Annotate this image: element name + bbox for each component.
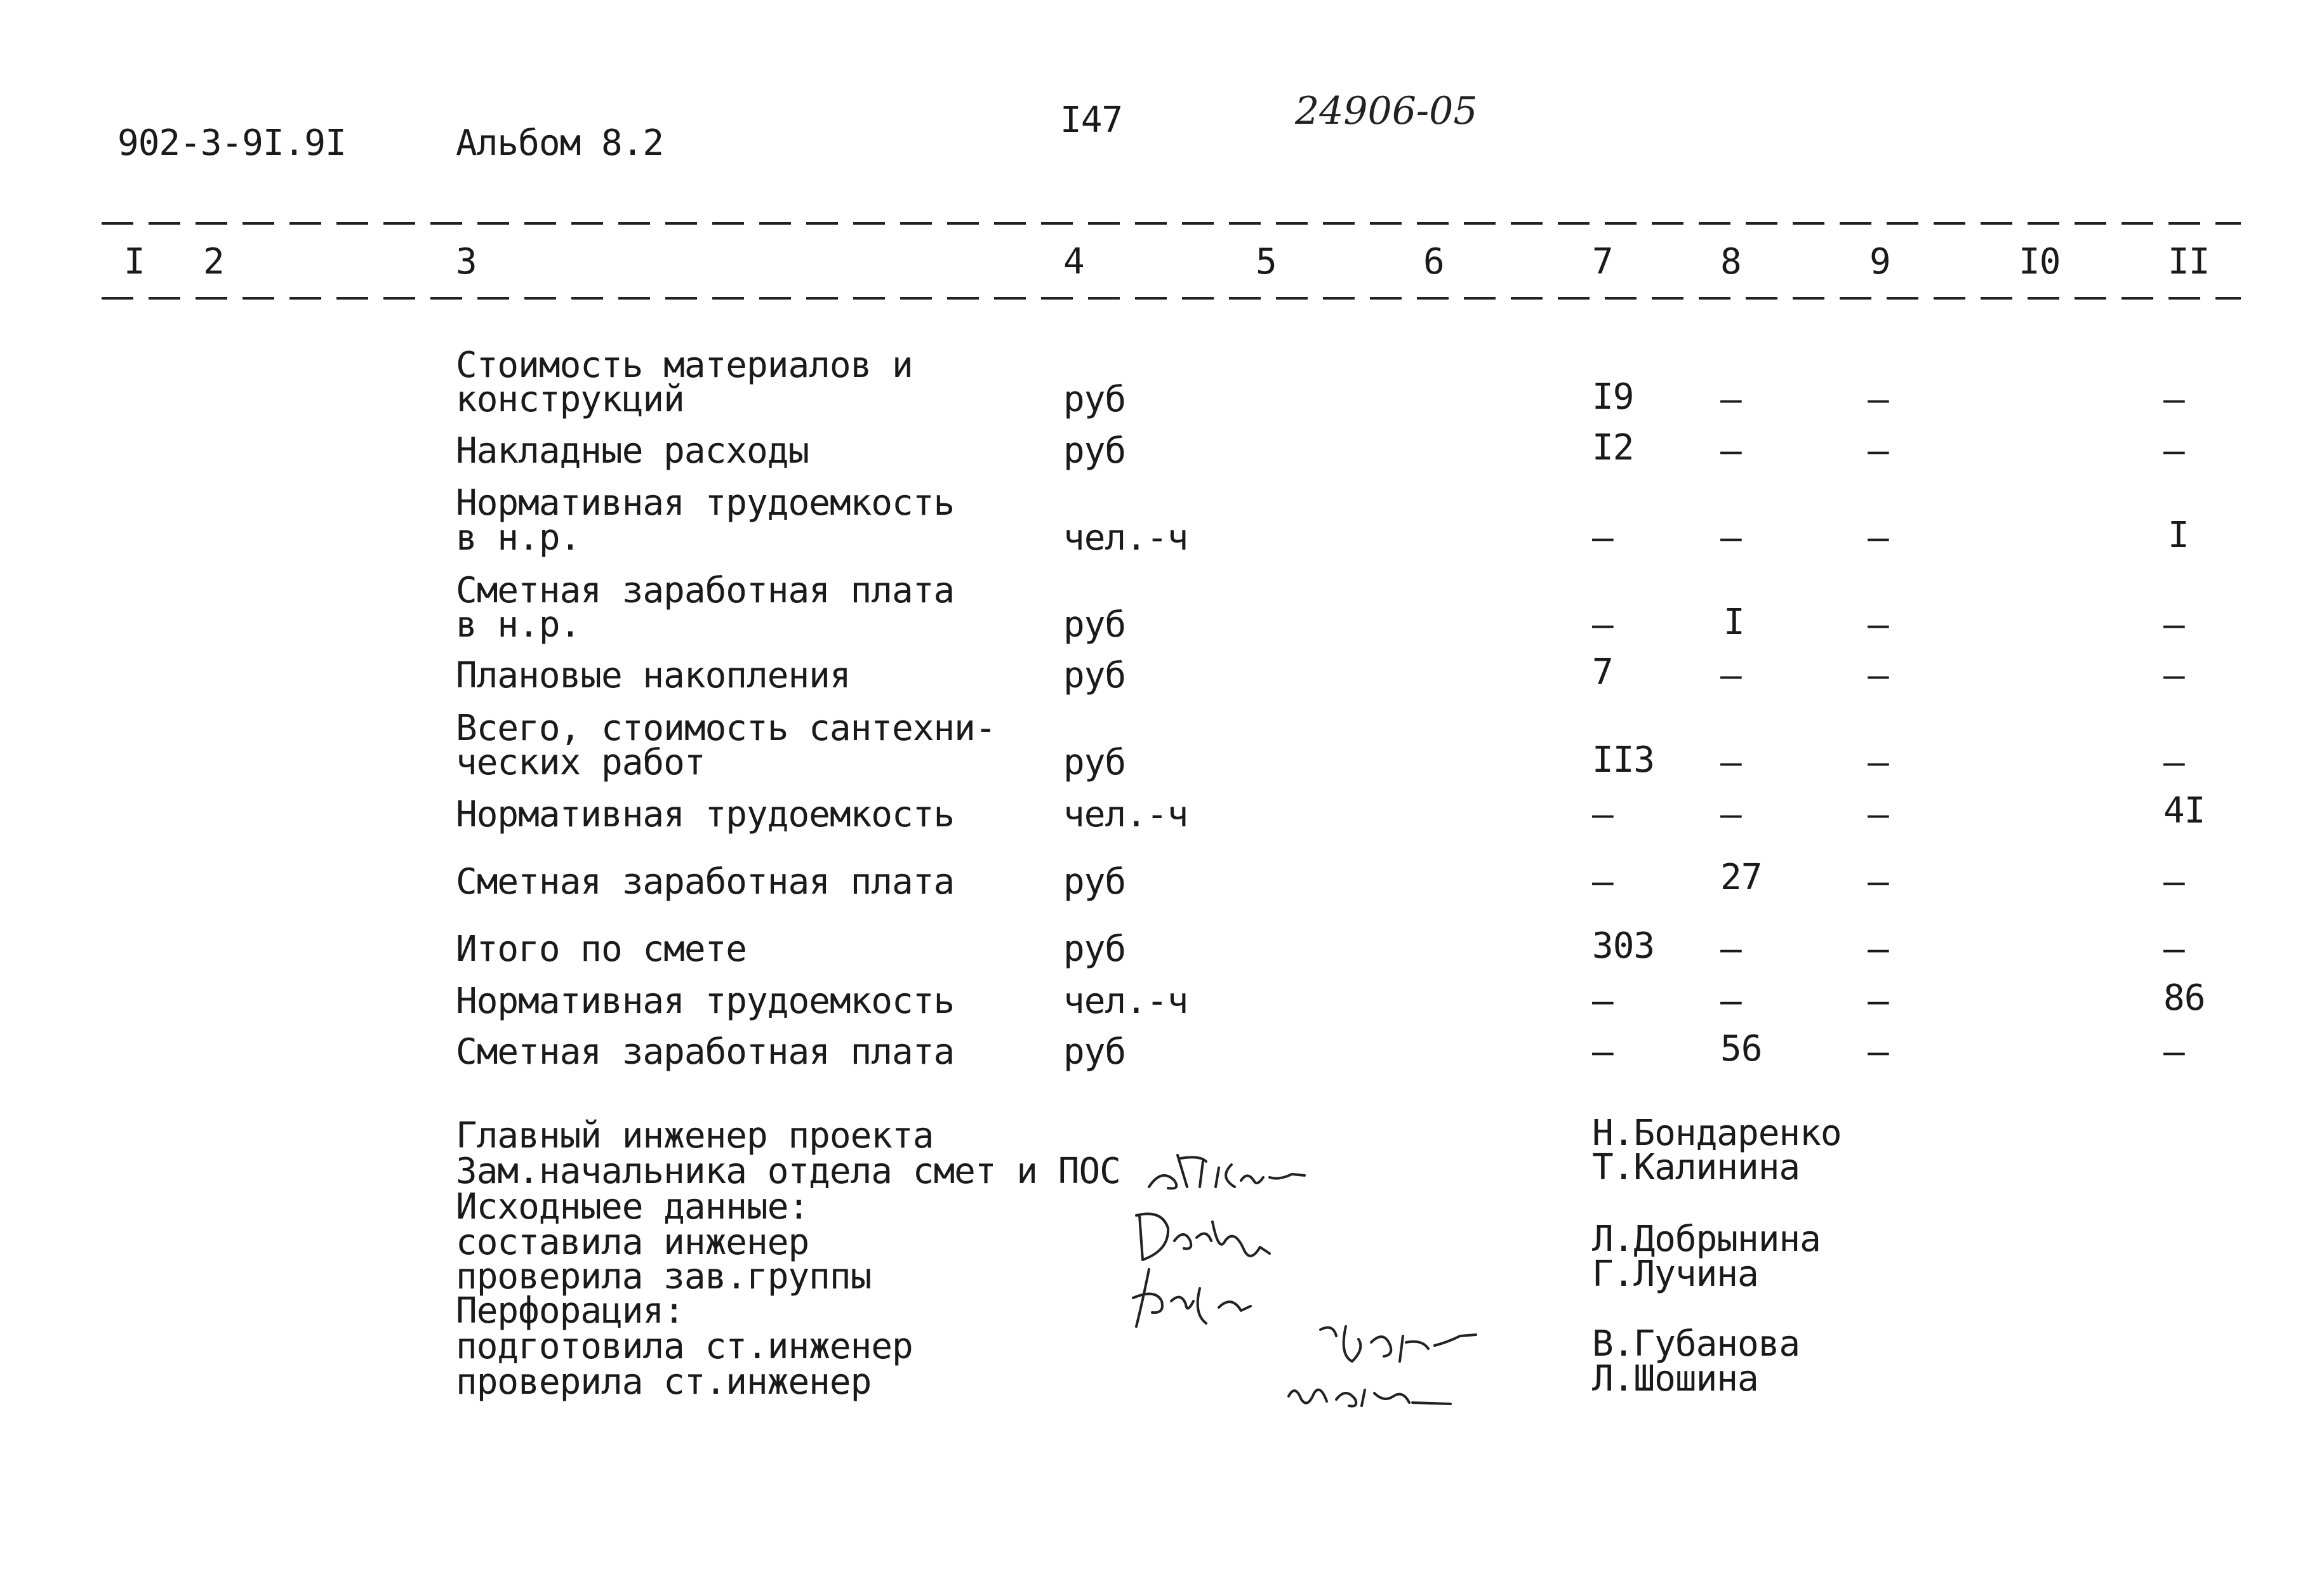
row-col-8: I [1723, 602, 1744, 643]
footer-role-line: подготовила ст.инженер [456, 1326, 913, 1367]
footer-name: В.Губанова [1592, 1323, 1800, 1365]
row-label-line: ческих работ [456, 742, 705, 783]
row-label-line: Стоимость материалов и [456, 345, 913, 386]
col-header-5: 5 [1256, 241, 1277, 282]
row-label-line: конструкций [456, 379, 684, 420]
signature-luchina [1124, 1263, 1276, 1339]
row-unit: руб [1063, 604, 1126, 645]
row-col-11: 4I [2163, 790, 2205, 831]
row-col-9: – [1868, 794, 1889, 835]
row-col-8: 27 [1720, 857, 1762, 898]
row-col-9: – [1868, 861, 1889, 903]
row-col-9: – [1868, 430, 1889, 472]
row-col-8: – [1720, 379, 1741, 420]
col-header-3: 3 [456, 241, 477, 282]
row-label-line: Итого по смете [456, 929, 747, 970]
col-header-1: I [124, 241, 145, 282]
row-label-line: в н.р. [456, 604, 581, 645]
row-col-7: – [1592, 604, 1613, 645]
row-label-line: Плановые накопления [456, 655, 851, 696]
row-label-line: Сметная заработная плата [456, 1031, 955, 1073]
col-header-10: I0 [2019, 241, 2061, 282]
row-unit: руб [1063, 379, 1126, 420]
row-col-7: – [1592, 981, 1613, 1022]
col-header-2: 2 [203, 241, 224, 282]
row-unit: чел.-ч [1063, 794, 1188, 835]
row-col-7: 7 [1592, 652, 1613, 693]
row-unit: руб [1063, 742, 1126, 783]
page-number: I47 [1060, 100, 1123, 141]
signature-dobrynina [1124, 1203, 1289, 1273]
row-col-7: – [1592, 861, 1613, 903]
row-label-line: Нормативная трудоемкость [456, 482, 955, 524]
row-col-9: – [1868, 742, 1889, 783]
row-col-8: – [1720, 929, 1741, 970]
footer-role-line: проверила зав.группы [456, 1256, 872, 1297]
row-unit: чел.-ч [1063, 981, 1188, 1022]
row-unit: руб [1063, 861, 1126, 903]
footer-name: Н.Бондаренко [1592, 1113, 1842, 1154]
row-col-7: – [1592, 794, 1613, 835]
footer-role-line: проверила ст.инженер [456, 1361, 872, 1403]
doc-code: 902-3-9I.9I [117, 122, 346, 164]
row-col-8: – [1720, 517, 1741, 559]
footer-role-line: составила инженер [456, 1222, 809, 1263]
row-col-8: 56 [1720, 1028, 1762, 1069]
col-header-7: 7 [1592, 241, 1613, 282]
row-unit: руб [1063, 929, 1126, 970]
header-rule-bottom [102, 297, 2241, 300]
row-label-line: Сметная заработная плата [456, 570, 955, 611]
footer-name: Л.Добрынина [1592, 1219, 1821, 1260]
row-col-11: – [2163, 430, 2184, 472]
row-col-11: – [2163, 929, 2184, 970]
row-col-8: – [1720, 655, 1741, 696]
row-col-8: – [1720, 794, 1741, 835]
row-unit: чел.-ч [1063, 517, 1188, 559]
album-label: Альбом 8.2 [456, 122, 664, 164]
row-unit: руб [1063, 655, 1126, 696]
row-col-8: – [1720, 981, 1741, 1022]
col-header-8: 8 [1720, 241, 1741, 282]
row-col-9: – [1868, 655, 1889, 696]
header-rule-top [102, 222, 2241, 225]
row-label-line: Накладные расходы [456, 430, 809, 472]
footer-name: Г.Лучина [1592, 1253, 1758, 1295]
row-col-11: I [2168, 515, 2189, 556]
row-label-line: Всего, стоимость сантехни- [456, 708, 996, 749]
footer-role-line: Главный инженер проекта [456, 1115, 934, 1156]
row-col-11: – [2163, 655, 2184, 696]
row-col-11: – [2163, 379, 2184, 420]
row-unit: руб [1063, 1031, 1126, 1073]
footer-role-line: Перфорация: [456, 1290, 684, 1332]
row-label-line: Нормативная трудоемкость [456, 981, 955, 1022]
row-col-7: I9 [1592, 376, 1634, 418]
row-col-11: – [2163, 1031, 2184, 1073]
col-header-4: 4 [1063, 241, 1084, 282]
row-col-7: – [1592, 517, 1613, 559]
row-col-7: – [1592, 1031, 1613, 1073]
row-col-11: – [2163, 861, 2184, 903]
col-header-11: II [2168, 241, 2210, 282]
row-col-8: – [1720, 430, 1741, 472]
row-col-7: 303 [1592, 925, 1655, 967]
row-label-line: Сметная заработная плата [456, 861, 955, 903]
row-col-11: – [2163, 742, 2184, 783]
row-col-7: II3 [1592, 739, 1655, 781]
row-col-9: – [1868, 379, 1889, 420]
row-col-7: I2 [1592, 427, 1634, 468]
row-col-9: – [1868, 517, 1889, 559]
row-label-line: Нормативная трудоемкость [456, 794, 955, 835]
row-col-9: – [1868, 929, 1889, 970]
signature-kalinina [1143, 1142, 1320, 1200]
row-col-9: – [1868, 1031, 1889, 1073]
footer-role-line: Зам.начальника отдела смет и ПОС [456, 1151, 1120, 1192]
handwritten-number: 24906-05 [1295, 89, 1478, 133]
row-col-11: 86 [2163, 977, 2205, 1019]
col-header-6: 6 [1423, 241, 1444, 282]
row-col-11: – [2163, 604, 2184, 645]
row-label-line: в н.р. [456, 517, 581, 559]
footer-name: Т.Калинина [1592, 1147, 1800, 1188]
signature-shoshina [1282, 1371, 1460, 1415]
row-col-8: – [1720, 742, 1741, 783]
col-header-9: 9 [1869, 241, 1890, 282]
footer-role-line: Исходныее данные: [456, 1186, 809, 1227]
row-col-9: – [1868, 604, 1889, 645]
signature-gubanova [1308, 1317, 1485, 1368]
row-unit: руб [1063, 430, 1126, 472]
row-col-9: – [1868, 981, 1889, 1022]
footer-name: Л.Шошина [1592, 1358, 1758, 1399]
